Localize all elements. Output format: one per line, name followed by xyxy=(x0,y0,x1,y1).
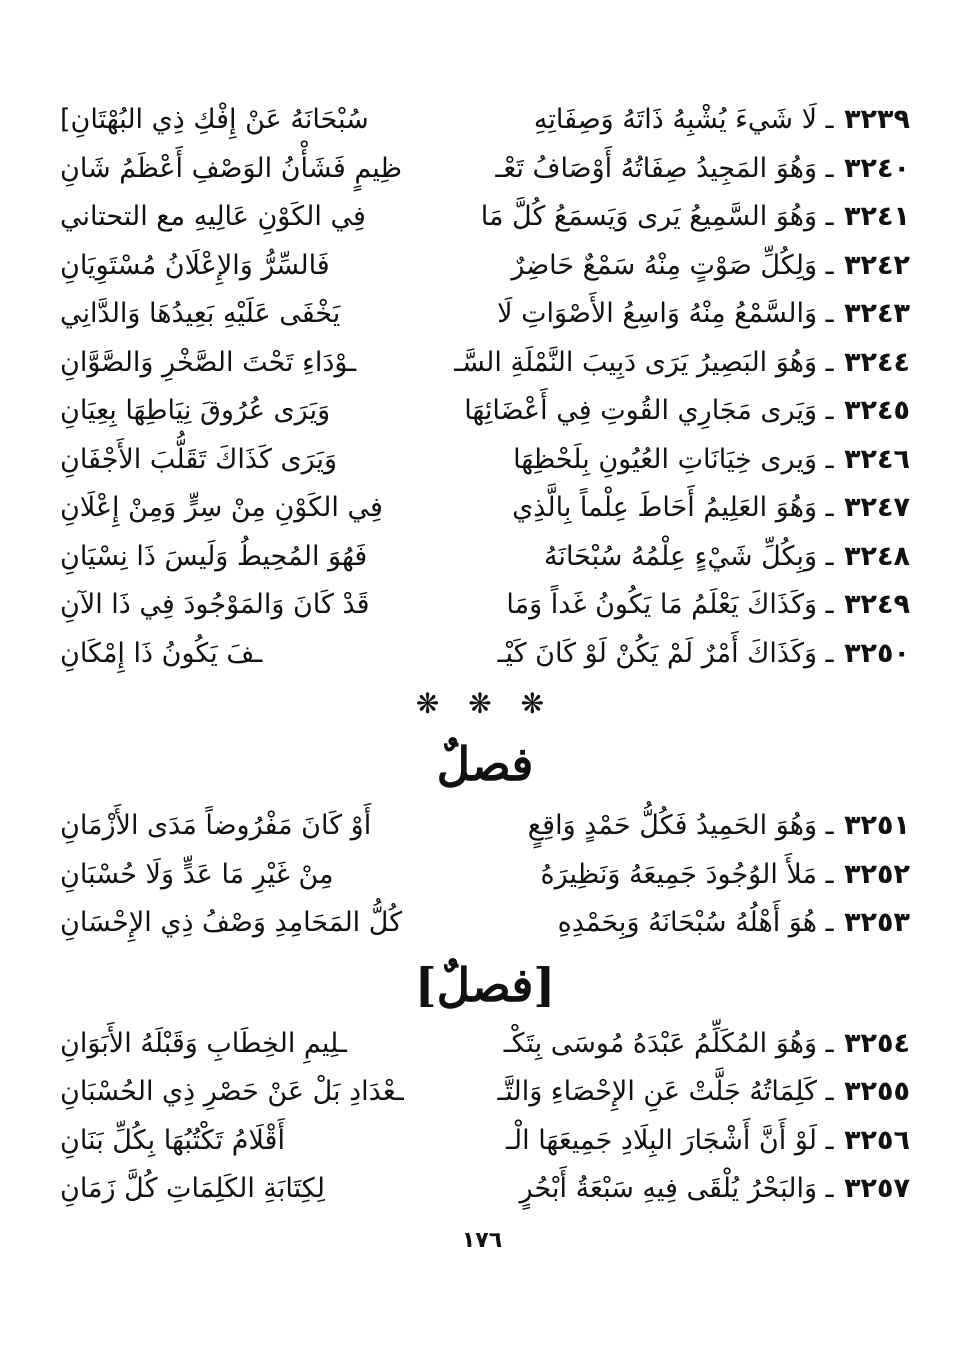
verse-number: ٣٢٤٤ xyxy=(844,346,910,378)
page-number: ١٧٦ xyxy=(461,1228,503,1253)
verse-first-text: هُوَ أَهْلُهُ سُبْحَانَهُ وَبِحَمْدِهِ xyxy=(557,907,817,938)
verse-dash: ـ xyxy=(817,443,843,475)
verse-row xyxy=(60,242,910,291)
verse-first-hemistich xyxy=(500,802,910,850)
verse-number: ٣٢٣٩ xyxy=(844,104,910,135)
verse-number: ٣٢٤٢ xyxy=(844,249,910,281)
verse-dash: ـ xyxy=(817,201,843,232)
verse-first-hemistich xyxy=(500,1165,910,1213)
verse-second-hemistich: فَالسِّرُّ وَالإِعْلَانُ مُسْتَوِيَانِ xyxy=(60,249,330,281)
verse-number: ٣٢٥١ xyxy=(844,810,910,841)
verse-dash: ـ xyxy=(817,249,843,281)
verse-first-text: وَهُوَ المُكَلِّمُ عَبْدَهُ مُوسَى بِتَكْـ xyxy=(503,1027,817,1059)
verse-block-1 xyxy=(60,96,910,678)
verse-number: ٣٢٤٥ xyxy=(844,395,910,426)
verse-second-hemistich: قَدْ كَانَ وَالمَوْجُودَ فِي ذَا الآنِ xyxy=(60,589,370,620)
verse-first-text: وَكَذَاكَ يَعْلَمُ مَا يَكُونُ غَداً وَمَا xyxy=(506,589,817,620)
verse-first-text: وَكَذَاكَ أَمْرٌ لَمْ يَكُنْ لَوْ كَانَ كَيْـ xyxy=(497,637,817,669)
verse-number: ٣٢٥٥ xyxy=(844,1076,910,1107)
verse-first-hemistich xyxy=(500,1020,910,1068)
verse-row xyxy=(60,630,910,679)
verse-number: ٣٢٥٧ xyxy=(844,1173,910,1204)
verse-first-text: وَهُوَ السَّمِيعُ يَرى وَيَسمَعُ كُلَّ مَا xyxy=(480,201,817,232)
verse-first-text: وَالسَّمْعُ مِنْهُ وَاسِعُ الأَصْوَاتِ لَا xyxy=(497,298,817,329)
verse-row xyxy=(60,851,910,900)
verse-second-hemistich: ظِيمٍ فَشَأْنُ الوَصْفِ أَعْظَمُ شَانِ xyxy=(60,152,402,184)
verse-first-text: وَهُوَ المَجِيدُ صِفَاتُهُ أَوْصَافُ تَعْـ xyxy=(495,152,817,184)
verse-second-hemistich: مِنْ غَيْرِ مَا عَدٍّ وَلَا حُسْبَانِ xyxy=(60,858,334,890)
verse-dash: ـ xyxy=(817,1027,843,1059)
verse-first-text: وَهُوَ العَلِيمُ أَحَاطَ عِلْماً بِالَّذِي xyxy=(512,492,817,523)
section-heading-2: [فصلٌ] xyxy=(414,957,556,1012)
verse-number: ٣٢٤٦ xyxy=(844,443,910,475)
verse-first-hemistich xyxy=(497,290,910,338)
verse-first-hemistich xyxy=(495,145,910,193)
verse-number: ٣٢٤٠ xyxy=(844,152,910,184)
verse-first-hemistich xyxy=(454,339,910,387)
verse-row xyxy=(60,193,910,242)
verse-first-hemistich xyxy=(500,96,910,144)
verse-row xyxy=(60,1117,910,1166)
verse-first-text: كَلِمَاتُهُ جَلَّتْ عَنِ الإِحْصَاءِ وَالتَّـ xyxy=(497,1076,817,1107)
verse-row xyxy=(60,899,910,948)
verse-second-hemistich: أَقْلَامُ تَكْتُبُهَا بِكُلِّ بَنَانِ xyxy=(60,1124,285,1156)
verse-first-hemistich xyxy=(497,1068,910,1116)
verse-dash: ـ xyxy=(817,492,843,523)
verse-first-text: وَالبَحْرُ يُلْقَى فِيهِ سَبْعَةُ أَبْحُرٍ xyxy=(519,1173,817,1204)
verse-row xyxy=(60,436,910,485)
verse-dash: ـ xyxy=(817,540,843,572)
verse-row xyxy=(60,1165,910,1214)
verse-first-hemistich xyxy=(500,899,910,947)
verse-second-hemistich: أَوْ كَانَ مَفْرُوضاً مَدَى الأَزْمَانِ xyxy=(60,810,372,841)
verse-first-text: مَلأَ الوُجُودَ جَمِيعَهُ وَنَظِيرَهُ xyxy=(540,858,817,890)
verse-number: ٣٢٤٩ xyxy=(844,589,910,620)
verse-second-hemistich: وَيَرَى كَذَاكَ تَقَلُّبَ الأَجْفَانِ xyxy=(60,443,338,475)
verse-first-hemistich xyxy=(464,387,910,435)
verse-row xyxy=(60,1068,910,1117)
verse-row xyxy=(60,96,910,145)
verse-row xyxy=(60,581,910,630)
verse-number: ٣٢٥٢ xyxy=(844,858,910,890)
verse-second-hemistich: يَخْفَى عَلَيْهِ بَعِيدُهَا وَالدَّانِي xyxy=(60,298,341,329)
verse-second-hemistich: كُلُّ المَحَامِدِ وَصْفُ ذِي الإِحْسَانِ xyxy=(60,907,403,938)
verse-dash: ـ xyxy=(817,1173,843,1204)
verse-number: ٣٢٤٧ xyxy=(844,492,910,523)
verse-row xyxy=(60,533,910,582)
section-heading-1: فصلٌ xyxy=(436,737,534,791)
verse-first-hemistich xyxy=(500,581,910,629)
verse-number: ٣٢٤٨ xyxy=(844,540,910,572)
verse-second-hemistich: فِي الكَوْنِ عَالِيهِ مع التحتاني xyxy=(60,201,366,232)
verse-dash: ـ xyxy=(817,1076,843,1107)
verse-first-text: لَا شَيءَ يُشْبِهُ ذَاتَهُ وَصِفَاتِهِ xyxy=(533,104,817,135)
verse-number: ٣٢٤١ xyxy=(844,201,910,232)
verse-number: ٣٢٤٣ xyxy=(844,298,910,329)
verse-row xyxy=(60,339,910,388)
verse-first-text: وَهُوَ الحَمِيدُ فَكُلُّ حَمْدٍ وَاقِعٍ xyxy=(527,810,817,841)
verse-first-text: وَيرى خِيَانَاتِ العُيُونِ بِلَحْظِهَا xyxy=(513,443,817,475)
verse-first-hemistich xyxy=(500,484,910,532)
verse-second-hemistich: فِي الكَوْنِ مِنْ سِرٍّ وَمِنْ إِعْلَانِ xyxy=(60,492,383,523)
verse-first-hemistich xyxy=(480,193,910,241)
verse-first-hemistich xyxy=(500,851,910,899)
verse-first-text: وَبِكُلِّ شَيْءٍ عِلْمُهُ سُبْحَانَهُ xyxy=(543,540,817,572)
verse-row xyxy=(60,387,910,436)
page xyxy=(60,96,910,1214)
verse-second-hemistich: ـفَ يَكُونُ ذَا إِمْكَانِ xyxy=(60,637,263,669)
verse-second-hemistich: ـلِيمِ الخِطَابِ وَقَبْلَهُ الأَبَوَانِ xyxy=(60,1027,347,1059)
verse-dash: ـ xyxy=(817,637,843,669)
verse-first-hemistich xyxy=(500,533,910,581)
verse-first-hemistich xyxy=(500,436,910,484)
verse-block-3 xyxy=(60,1020,910,1214)
verse-row xyxy=(60,290,910,339)
verse-number: ٣٢٥٤ xyxy=(844,1027,910,1059)
verse-row xyxy=(60,145,910,194)
verse-second-hemistich: لِكِتَابَةِ الكَلِمَاتِ كُلَّ زَمَانِ xyxy=(60,1173,325,1204)
separator-stars: ❋ ❋ ❋ xyxy=(415,687,555,720)
verse-second-hemistich: فَهُوَ المُحِيطُ وَلَيسَ ذَا نِسْيَانِ xyxy=(60,540,368,572)
verse-dash: ـ xyxy=(817,858,843,890)
verse-dash: ـ xyxy=(817,907,843,938)
verse-dash: ـ xyxy=(817,298,843,329)
verse-first-text: لَوْ أَنَّ أَشْجَارَ البِلَادِ جَمِيعَهَا الْـ xyxy=(505,1124,817,1156)
verse-dash: ـ xyxy=(817,395,843,426)
verse-dash: ـ xyxy=(817,152,843,184)
verse-first-hemistich xyxy=(497,630,910,678)
verse-dash: ـ xyxy=(817,589,843,620)
verse-dash: ـ xyxy=(817,810,843,841)
verse-number: ٣٢٥٠ xyxy=(844,637,910,669)
verse-row xyxy=(60,484,910,533)
verse-first-hemistich xyxy=(500,1117,910,1165)
verse-first-text: وَيَرى مَجَارِي القُوتِ فِي أَعْضَائِهَا xyxy=(464,395,817,426)
verse-block-2 xyxy=(60,802,910,948)
verse-first-hemistich xyxy=(500,242,910,290)
verse-number: ٣٢٥٦ xyxy=(844,1124,910,1156)
verse-second-hemistich: سُبْحَانَهُ عَنْ إِفْكِ ذِي البُهْتَانِ] xyxy=(60,104,369,135)
verse-second-hemistich: ـعْدَادِ بَلْ عَنْ حَصْرِ ذِي الحُسْبَانِ xyxy=(60,1076,404,1107)
verse-second-hemistich: وَيَرَى عُرُوقَ نِيَاطِهَا بِعِيَانِ xyxy=(60,395,331,426)
verse-dash: ـ xyxy=(817,1124,843,1156)
verse-first-text: وَهُوَ البَصِيرُ يَرَى دَبِيبَ النَّمْلَةِ السَّـ xyxy=(454,346,817,378)
verse-dash: ـ xyxy=(817,346,843,378)
verse-dash: ـ xyxy=(817,104,843,135)
verse-second-hemistich: ـوْدَاءِ تَحْتَ الصَّخْرِ وَالصَّوَّانِ xyxy=(60,346,357,378)
verse-first-text: وَلِكُلِّ صَوْتٍ مِنْهُ سَمْعٌ حَاضِرٌ xyxy=(511,249,817,281)
verse-row xyxy=(60,802,910,851)
verse-row xyxy=(60,1020,910,1069)
verse-number: ٣٢٥٣ xyxy=(844,907,910,938)
